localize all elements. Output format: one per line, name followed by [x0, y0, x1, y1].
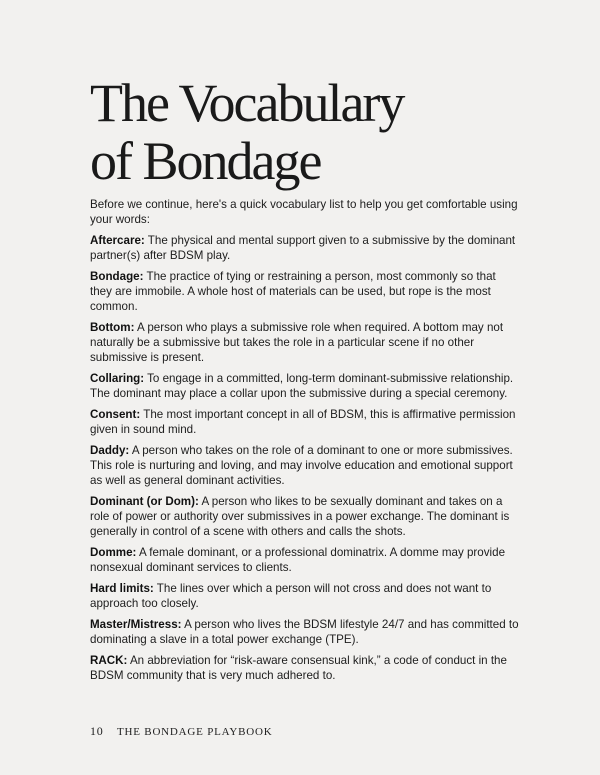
- vocab-definition: An abbreviation for “risk-aware consensual kink,” a code of conduct in the BDSM community that is very much adhered to.: [90, 653, 507, 683]
- vocab-term: Hard limits:: [90, 582, 154, 596]
- vocab-term: Master/Mistress:: [90, 617, 182, 631]
- intro-paragraph: Before we continue, here's a quick vocabulary list to help you get comfortable using your words:: [90, 198, 518, 227]
- vocab-term: Collaring:: [90, 372, 145, 386]
- vocab-term: RACK:: [90, 653, 128, 667]
- vocab-definition: A person who likes to be sexually dominant and takes on a role of power or authority over submissives in a power exchange. The dominant is generally in control of a scene with others and calls the shots.: [90, 495, 510, 539]
- running-title: THE BONDAGE PLAYBOOK: [116, 726, 273, 738]
- vocab-term: Domme:: [90, 546, 137, 560]
- vocab-definition: To engage in a committed, long-term dominant-submissive relationship. The dominant may place a collar upon the submissive during a special ceremony.: [90, 372, 514, 401]
- vocab-entry: [90, 320, 520, 366]
- vocab-definition: The practice of tying or restraining a person, most commonly so that they are immobile. A whole host of materials can be used, but rope is the most common.: [90, 269, 496, 314]
- vocab-definition: A person who takes on the role of a dominant to one or more submissives. This role is nurturing and loving, and may involve education and emotional support as well as general dominant activities.: [90, 443, 513, 488]
- vocab-term: Bottom:: [90, 321, 135, 335]
- vocab-term: Daddy:: [90, 443, 130, 457]
- vocab-entry: [90, 494, 520, 540]
- vocab-definition: The physical and mental support given to a submissive by the dominant partner(s) after BDSM play.: [90, 234, 516, 263]
- vocab-term: Dominant (or Dom):: [90, 495, 199, 509]
- vocab-definition: A person who lives the BDSM lifestyle 24/7 and has committed to dominating a slave in a total power exchange (TPE).: [90, 617, 519, 647]
- vocab-term: Consent:: [90, 408, 141, 422]
- vocab-definition: A female dominant, or a professional dominatrix. A domme may provide nonsexual dominant services to clients.: [90, 546, 506, 575]
- vocab-definition: The most important concept in all of BDSM, this is affirmative permission given in sound mind.: [90, 408, 516, 437]
- vocab-entry: [90, 617, 520, 647]
- page-footer: [90, 724, 273, 739]
- vocabulary-list: [90, 233, 520, 689]
- vocab-entry: [90, 653, 520, 683]
- vocab-entry: [90, 269, 520, 315]
- vocab-definition: A person who plays a submissive role when required. A bottom may not naturally be a submissive but takes the role in a particular scene if no other submissive is present.: [90, 321, 504, 365]
- title-line-1: The Vocabulary: [90, 73, 404, 133]
- vocab-definition: The lines over which a person will not cross and does not want to approach too closely.: [90, 582, 492, 611]
- vocab-entry: [90, 443, 520, 489]
- vocab-term: Aftercare:: [90, 234, 145, 247]
- page-title: [90, 74, 530, 190]
- page-number: 10: [90, 724, 104, 738]
- vocab-term: Bondage:: [90, 269, 144, 283]
- vocab-entry: [90, 233, 520, 263]
- title-line-2: of Bondage: [90, 131, 321, 191]
- vocab-entry: [90, 407, 520, 437]
- vocab-entry: [90, 545, 520, 575]
- vocab-entry: [90, 371, 520, 401]
- vocab-entry: [90, 581, 520, 611]
